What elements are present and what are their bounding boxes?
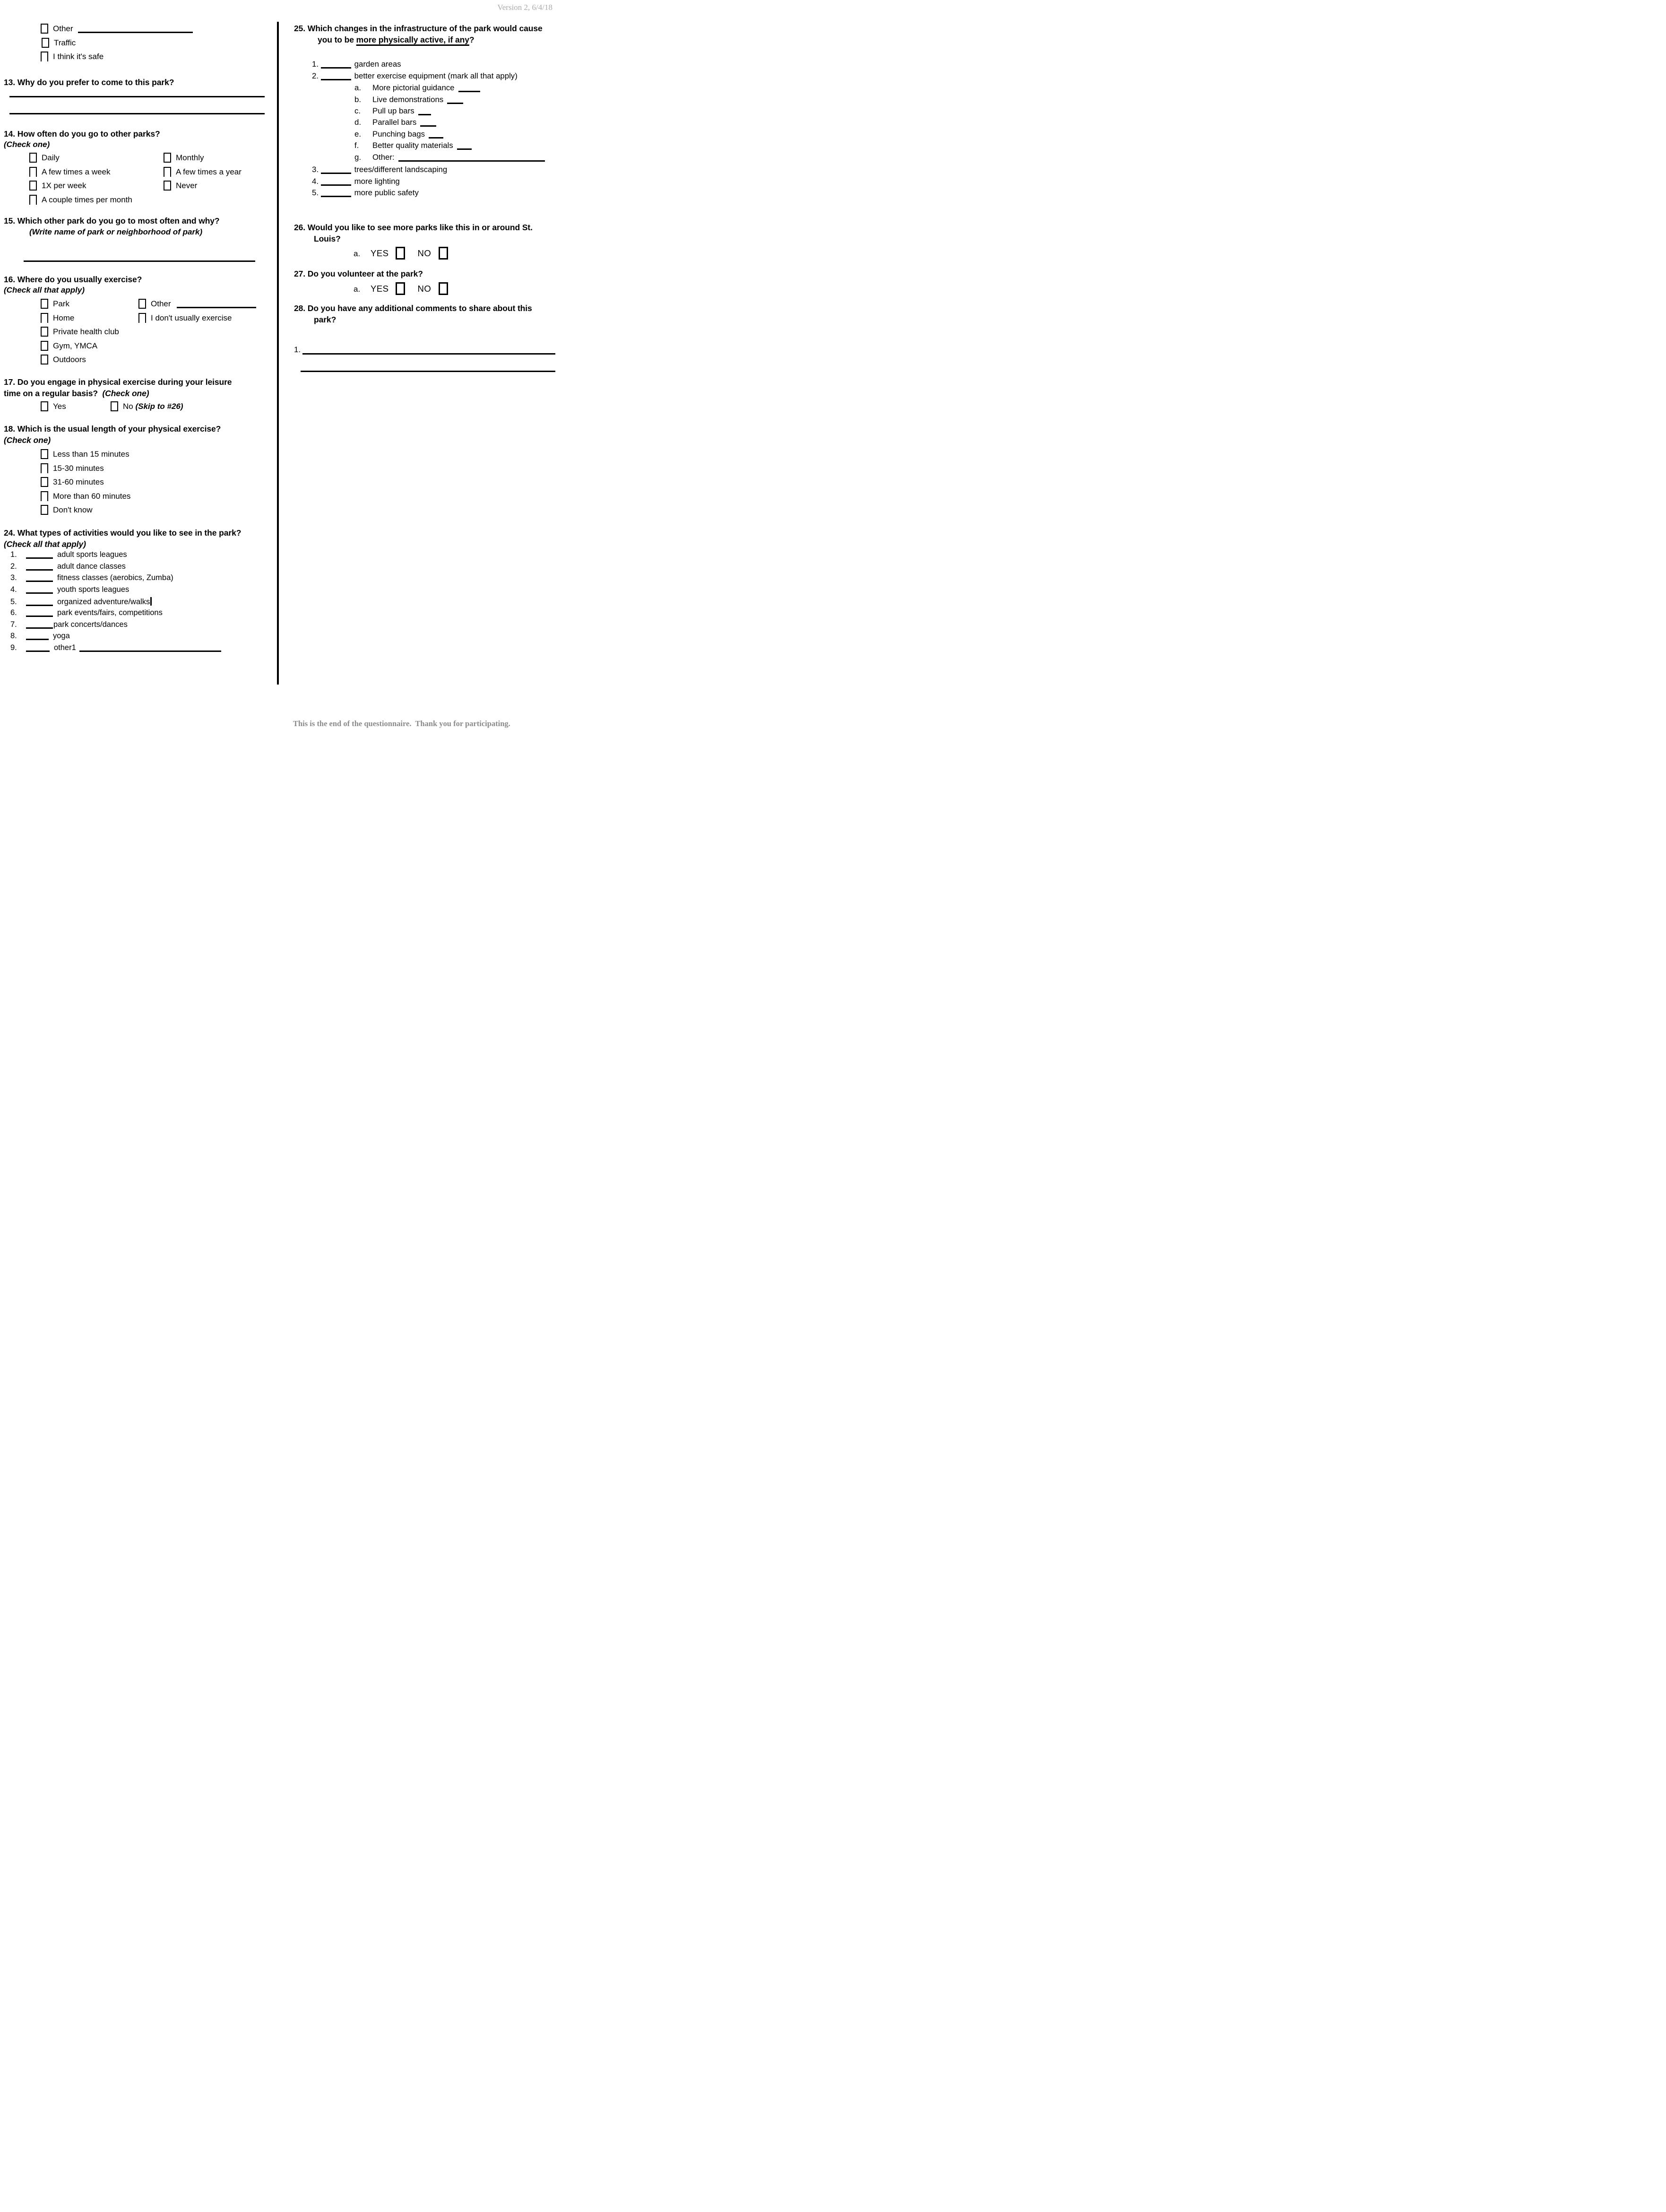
q15-answer-line[interactable]	[24, 253, 255, 262]
checkbox-dont-know[interactable]	[41, 505, 48, 515]
no-label: NO	[417, 283, 432, 294]
checkbox-no[interactable]	[111, 401, 118, 411]
question-14-title: 14. How often do you go to other parks?	[4, 129, 160, 139]
sub-item: b. Live demonstrations	[354, 95, 555, 106]
question-18-hint: (Check one)	[4, 435, 51, 445]
rank-write-in-line[interactable]	[321, 191, 351, 197]
checkbox-exercise-other[interactable]	[138, 299, 146, 309]
checkbox-outdoors[interactable]	[41, 355, 48, 364]
rank-write-in-line[interactable]	[26, 553, 53, 559]
checkbox-other[interactable]	[41, 24, 48, 34]
option-label: 1X per week	[42, 181, 86, 190]
sub-item: g. Other:	[354, 153, 555, 164]
question-17-options	[4, 401, 267, 416]
checkbox-never[interactable]	[164, 181, 171, 191]
rank-write-in-line[interactable]	[26, 588, 53, 594]
question-27-yesno-row	[354, 282, 555, 295]
question-17-hint: (Check one)	[102, 388, 149, 398]
exercise-other-write-in-line[interactable]	[177, 302, 256, 308]
yes-label: YES	[371, 248, 389, 258]
option-i-think-its-safe	[41, 52, 267, 66]
question-26	[294, 222, 555, 260]
left-column	[4, 0, 267, 652]
rank-write-in-line[interactable]	[321, 168, 351, 174]
checkbox-couple-times-month[interactable]	[29, 195, 37, 205]
list-item: 1. adult sports leagues	[10, 550, 127, 559]
list-item: 7. park concerts/dances	[10, 620, 128, 629]
checkbox-i-think-its-safe[interactable]	[41, 52, 48, 61]
rank-write-in-line[interactable]	[321, 74, 351, 80]
mark-line[interactable]	[457, 144, 472, 150]
option-label: Other	[53, 24, 73, 33]
checkbox-1x-per-week[interactable]	[29, 181, 37, 191]
question-27-title: 27. Do you volunteer at the park?	[294, 269, 423, 278]
checkbox-gym-ymca[interactable]	[41, 341, 48, 351]
checkbox-home[interactable]	[41, 313, 48, 323]
mark-line[interactable]	[420, 121, 436, 127]
option-label: Daily	[42, 153, 60, 162]
other-write-in-line[interactable]	[78, 27, 193, 33]
checkbox-few-times-year[interactable]	[164, 167, 171, 177]
column-divider-line	[277, 22, 279, 685]
sub-item: c. Pull up bars	[354, 106, 555, 118]
list-item: 6. park events/fairs, competitions	[10, 608, 163, 617]
checkbox-traffic[interactable]	[42, 38, 49, 48]
sub-item: a. More pictorial guidance	[354, 83, 555, 95]
sub-item: f. Better quality materials	[354, 141, 555, 152]
question-18-options	[4, 449, 267, 519]
list-item: 1. garden areas	[312, 60, 401, 69]
question-27	[294, 269, 555, 295]
question-14-options	[4, 153, 267, 208]
option-label: Yes	[53, 402, 66, 411]
option-label: No	[123, 402, 133, 411]
row-prefix: a.	[354, 284, 361, 294]
option-label: A few times a year	[176, 167, 242, 176]
question-16-title: 16. Where do you usually exercise?	[4, 275, 142, 284]
list-item: 5. more public safety	[312, 188, 419, 198]
option-label: Never	[176, 181, 198, 190]
checkbox-15-30-min[interactable]	[41, 463, 48, 473]
skip-note: (Skip to #26)	[135, 402, 183, 411]
option-label: Don't know	[53, 505, 93, 514]
question-26-yesno-row	[354, 247, 555, 260]
option-label: Less than 15 minutes	[53, 450, 129, 459]
question-28	[294, 303, 555, 372]
q28-answer-row-1	[294, 345, 555, 355]
mark-line[interactable]	[447, 98, 463, 104]
question-16-hint: (Check all that apply)	[4, 285, 85, 295]
option-label: Monthly	[176, 153, 204, 162]
option-label: Other	[151, 299, 171, 308]
checkbox-less-15-min[interactable]	[41, 449, 48, 459]
line-prefix: 1.	[294, 345, 301, 354]
list-item: 4. youth sports leagues	[10, 585, 129, 594]
rank-write-in-line[interactable]	[26, 634, 49, 640]
option-label: Home	[53, 313, 75, 322]
checkbox-yes[interactable]	[41, 401, 48, 411]
option-label: Gym, YMCA	[53, 341, 98, 350]
other1-write-in-line[interactable]	[79, 646, 221, 652]
question-14-hint: (Check one)	[4, 139, 50, 149]
list-item: 9. other1	[4, 643, 267, 655]
question-24-hint: (Check all that apply)	[4, 539, 86, 549]
checkbox-park[interactable]	[41, 299, 48, 309]
text-cursor	[150, 597, 152, 606]
checkbox-q27-no[interactable]	[439, 282, 448, 295]
list-item: 5. organized adventure/walks	[4, 597, 267, 609]
rank-write-in-line[interactable]	[321, 180, 351, 186]
rank-write-in-line[interactable]	[26, 623, 53, 629]
option-label: A few times a week	[42, 167, 111, 176]
question-16	[4, 274, 267, 295]
question-18-title: 18. Which is the usual length of your physical exercise? (Check one)	[4, 424, 221, 445]
rank-write-in-line[interactable]	[26, 564, 53, 571]
question-25-title: 25. Which changes in the infrastructure of the park would cause you to be more physically active, if any?	[294, 24, 543, 44]
footer-end-note: This is the end of the questionnaire. Thank you for participating.	[293, 719, 510, 728]
option-label: A couple times per month	[42, 195, 132, 204]
mark-line[interactable]	[418, 109, 431, 115]
question-15-note: (Write name of park or neighborhood of park)	[29, 227, 203, 236]
question-28-title: 28. Do you have any additional comments to share about this park?	[294, 304, 532, 324]
sub-item: e. Punching bags	[354, 130, 555, 141]
question-24-title: 24. What types of activities would you like to see in the park? (Check all that apply)	[4, 528, 242, 549]
q13-answer-line-2[interactable]	[9, 102, 265, 114]
mark-line[interactable]	[458, 86, 480, 92]
option-label: Traffic	[54, 38, 76, 47]
row-prefix: a.	[354, 249, 361, 258]
question-15	[4, 216, 267, 237]
question-13-title: 13. Why do you prefer to come to this park?	[4, 78, 174, 87]
question-14	[4, 129, 267, 149]
option-traffic	[42, 38, 267, 52]
list-item: 3. trees/different landscaping	[312, 165, 448, 174]
list-item: 3. fitness classes (aerobics, Zumba)	[10, 573, 173, 582]
option-label: I don't usually exercise	[151, 313, 232, 322]
no-label: NO	[417, 248, 432, 258]
checkbox-monthly[interactable]	[164, 153, 171, 163]
checkbox-q27-yes[interactable]	[396, 282, 405, 295]
checkbox-31-60-min[interactable]	[41, 477, 48, 487]
option-label: 31-60 minutes	[53, 477, 104, 486]
other-write-in-line[interactable]	[398, 156, 545, 162]
option-label: I think it's safe	[53, 52, 104, 61]
question-15-title: 15. Which other park do you go to most often and why?	[4, 216, 220, 226]
rank-write-in-line[interactable]	[321, 62, 351, 69]
list-item: 2. better exercise equipment (mark all that apply)	[312, 71, 518, 80]
q12-carryover-options	[4, 24, 267, 66]
option-other	[41, 24, 267, 38]
question-17-title: 17. Do you engage in physical exercise during your leisure time on a regular basis? (Check one)	[4, 377, 232, 398]
q28-answer-line-1[interactable]	[302, 345, 555, 355]
checkbox-dont-usually-exercise[interactable]	[138, 313, 146, 323]
q13-answer-line-1[interactable]	[9, 85, 265, 97]
checkbox-daily[interactable]	[29, 153, 37, 163]
checkbox-more-60-min[interactable]	[41, 491, 48, 501]
checkbox-private-health-club[interactable]	[41, 327, 48, 337]
rank-write-in-line[interactable]	[26, 611, 53, 617]
list-item: 8. yoga	[10, 632, 70, 641]
version-label: Version 2, 6/4/18	[497, 3, 552, 12]
option-label: Private health club	[53, 327, 119, 336]
rank-write-in-line[interactable]	[26, 600, 53, 606]
option-label: More than 60 minutes	[53, 491, 131, 501]
underlined-phrase: more physically active, if any	[356, 35, 469, 44]
option-label: Park	[53, 299, 69, 308]
yes-label: YES	[371, 283, 389, 294]
question-24-items	[4, 550, 267, 655]
list-item: 2. adult dance classes	[10, 562, 126, 571]
question-25-items	[294, 59, 555, 199]
list-item: 4. more lighting	[312, 176, 400, 186]
sub-item: d. Parallel bars	[354, 118, 555, 129]
option-label: Outdoors	[53, 355, 86, 364]
q28-answer-line-2[interactable]	[301, 355, 555, 372]
mark-line[interactable]	[429, 132, 443, 139]
rank-write-in-line[interactable]	[26, 646, 50, 652]
checkbox-few-times-week[interactable]	[29, 167, 37, 177]
checkbox-q26-no[interactable]	[439, 247, 448, 260]
option-label: 15-30 minutes	[53, 463, 104, 473]
question-16-options	[4, 299, 267, 369]
question-26-title: 26. Would you like to see more parks like this in or around St. Louis?	[294, 223, 533, 243]
rank-write-in-line[interactable]	[26, 576, 53, 582]
checkbox-q26-yes[interactable]	[396, 247, 405, 260]
